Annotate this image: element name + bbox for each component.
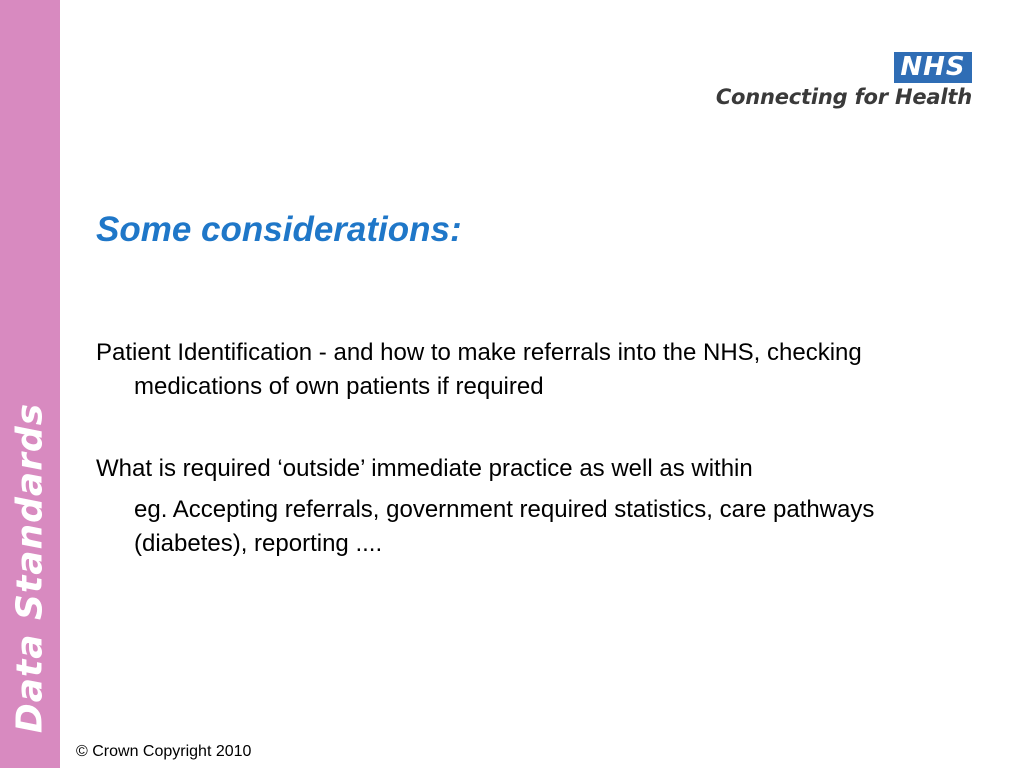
nhs-cfh-logo bbox=[702, 51, 972, 115]
sub-bullet-examples: eg. Accepting referrals, government required statistics, care pathways (diabetes), reporting .... bbox=[134, 496, 875, 557]
nhs-logo-box: NHS bbox=[894, 52, 972, 83]
bullet-outside-practice: What is required ‘outside’ immediate practice as well as within bbox=[96, 455, 753, 482]
sidebar-label: Data Standards bbox=[9, 402, 51, 734]
sidebar bbox=[0, 0, 60, 768]
bullet-patient-identification: Patient Identification - and how to make referrals into the NHS, checking medications of own patients if required bbox=[96, 339, 862, 400]
logo-tagline: Connecting for Health bbox=[715, 85, 972, 109]
slide-heading: Some considerations: bbox=[96, 210, 462, 249]
footer-copyright: © Crown Copyright 2010 bbox=[76, 743, 252, 760]
